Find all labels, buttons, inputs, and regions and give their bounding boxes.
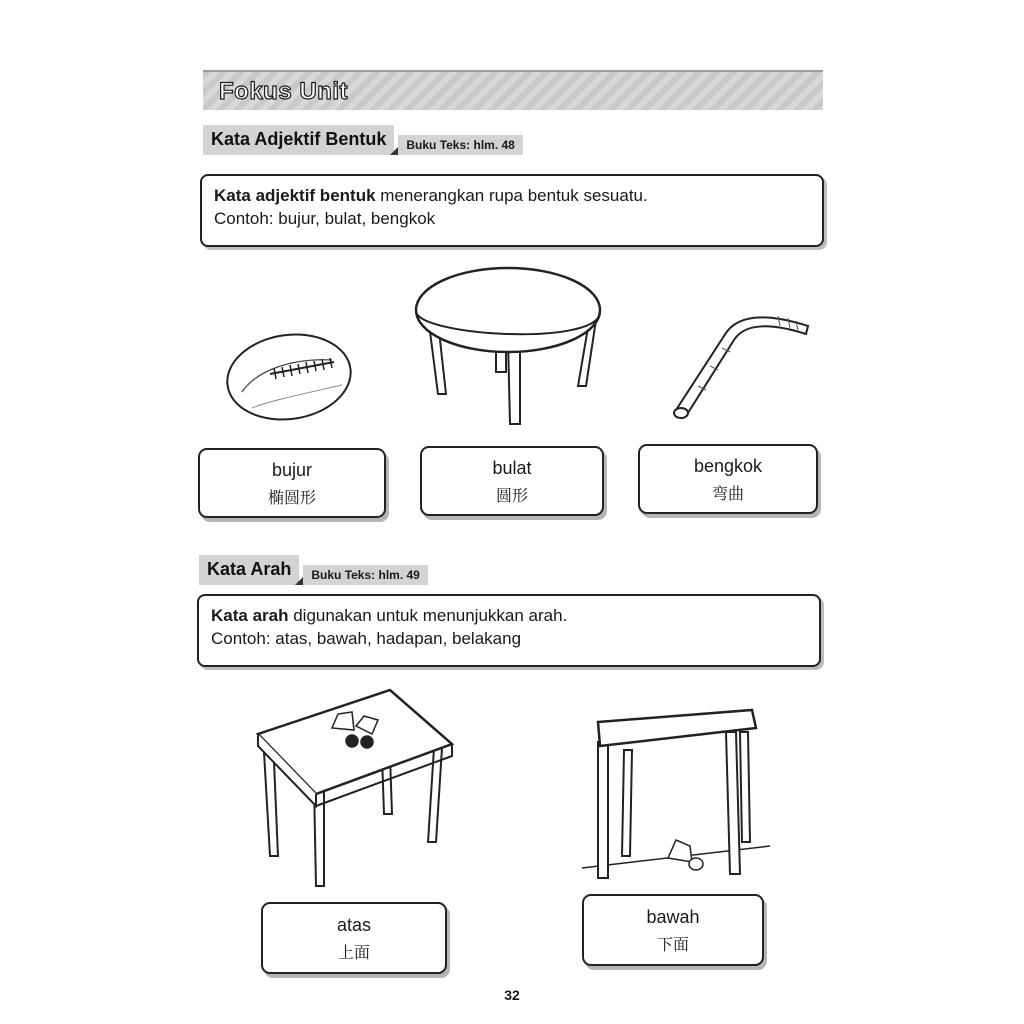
definition-term: Kata adjektif bentuk	[214, 186, 376, 205]
section-header-adjektif-bentuk	[203, 125, 523, 155]
card-chinese: 下面	[656, 934, 689, 954]
banner-title: Fokus Unit	[219, 78, 348, 105]
round-table-icon	[412, 266, 606, 430]
card-chinese: 椭圆形	[267, 487, 316, 507]
card-atas	[261, 902, 447, 974]
card-bujur	[198, 448, 386, 518]
definition-text	[214, 184, 810, 207]
card-chinese: 弯曲	[711, 483, 744, 503]
card-word: bengkok	[693, 455, 763, 476]
example-text: Contoh: bujur, bulat, bengkok	[214, 209, 436, 228]
shuttlecock-under-bench-icon	[580, 706, 776, 890]
card-word: bulat	[492, 457, 532, 478]
textbook-reference: Buku Teks: hlm. 48	[398, 135, 522, 155]
section-label: Kata Adjektif Bentuk	[203, 125, 394, 155]
card-chinese: 圆形	[495, 485, 528, 505]
definition-rest: digunakan untuk menunjukkan arah.	[288, 606, 568, 625]
textbook-reference: Buku Teks: hlm. 49	[303, 565, 427, 585]
section-label: Kata Arah	[199, 555, 299, 585]
card-word: bujur	[271, 459, 313, 480]
bent-stick-icon	[668, 306, 812, 426]
definition-box-adjektif-bentuk	[200, 174, 824, 247]
card-word: atas	[336, 914, 372, 935]
card-word: bawah	[646, 906, 700, 927]
definition-rest: menerangkan rupa bentuk sesuatu.	[375, 186, 648, 205]
section-header-kata-arah	[199, 555, 428, 585]
card-bulat	[420, 446, 604, 516]
card-bengkok	[638, 444, 818, 514]
definition-term: Kata arah	[211, 606, 289, 625]
fokus-unit-banner	[203, 70, 823, 110]
rugby-ball-icon	[222, 330, 356, 424]
definition-text	[211, 604, 807, 627]
definition-box-kata-arah	[197, 594, 821, 667]
page-number: 32	[504, 987, 520, 1003]
shuttlecock-on-table-icon	[254, 686, 458, 892]
card-bawah	[582, 894, 764, 966]
example-text: Contoh: atas, bawah, hadapan, belakang	[211, 629, 522, 648]
card-chinese: 上面	[337, 942, 370, 962]
